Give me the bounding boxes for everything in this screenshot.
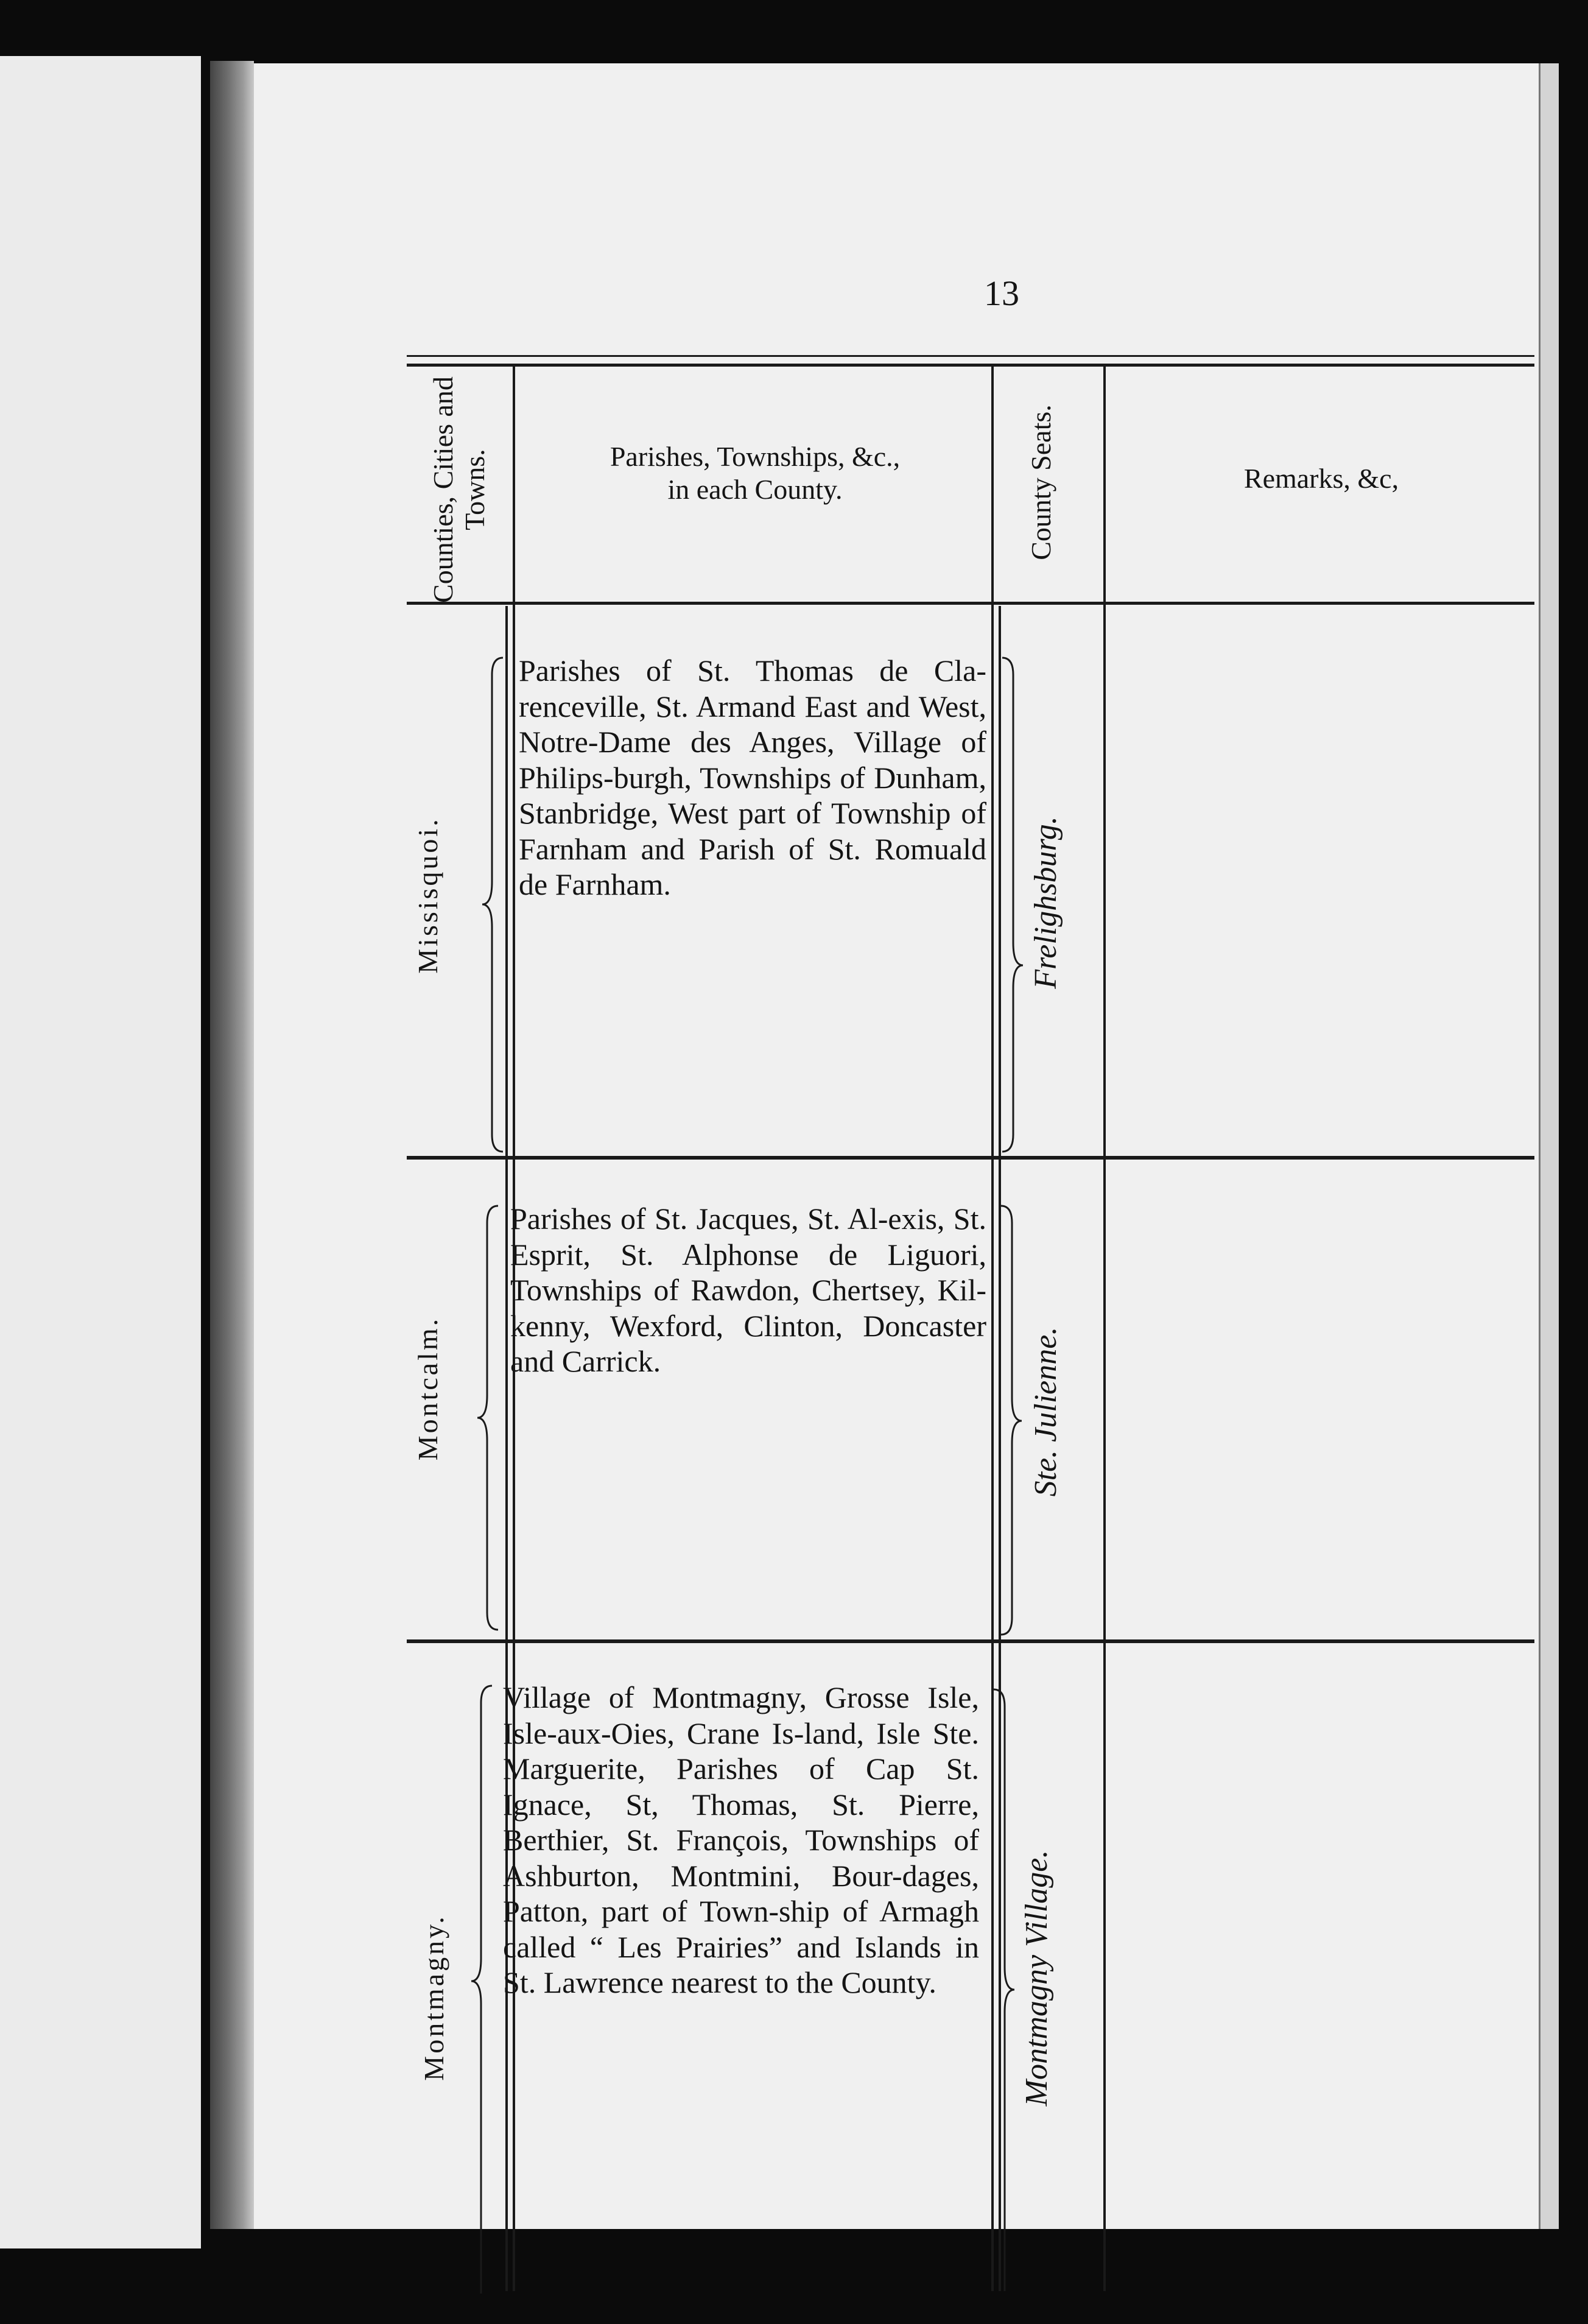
header-remarks: Remarks, &c, (1243, 463, 1399, 494)
parishes-text: Village of Montmagny, Grosse Isle, Isle-aux-Oies, Crane Is-land, Isle Ste. Marguerite, Parishes of Cap St. Ignace, St, Thomas, St. Pierre, Berthier, St. François, Townships of Ashburton, Montmini, Bour-dages, Patton, part of Town-ship of Armagh called “ Les Prairies” and Islands in St. Lawrence nearest to the County. (503, 1680, 979, 1999)
parishes-text: Parishes of St. Thomas de Cla-renceville, St. Armand East and West, Notre-Dame des Anges, Village of Philips-burgh, Townships of Dunham, Stanbridge, West part of Township of Farnham and Parish of St. Romuald de Farnham. (519, 653, 986, 901)
header-parishes-line2: in each County. (667, 474, 843, 505)
column-line-1b (505, 606, 508, 2291)
county-name: Missisquoi. (412, 817, 443, 974)
row-separator-2 (407, 1639, 1534, 1643)
county-seat: Montmagny Village. (1019, 1850, 1054, 2107)
header-rule (407, 602, 1534, 605)
header-county-seats: County Seats. (1025, 404, 1056, 560)
right-brace (1000, 1205, 1024, 1636)
header-counties: Counties, Cities and Towns. (427, 376, 490, 603)
page-number: 13 (984, 273, 1019, 313)
left-brace (480, 657, 504, 1153)
facing-page-edge (0, 56, 201, 2248)
parishes-text: Parishes of St. Jacques, St. Al-exis, St. Esprit, St. Alphonse de Liguori, Townships of Rawdon, Chertsey, Kil-kenny, Wexford, Clinton, Doncaster and Carrick. (510, 1202, 986, 1378)
book-gutter (210, 61, 254, 2229)
page-edge (1539, 63, 1559, 2229)
county-name: Montcalm. (412, 1316, 443, 1461)
top-rule-2 (407, 364, 1534, 367)
column-line-3 (1103, 367, 1106, 2291)
row-separator-1 (407, 1156, 1534, 1160)
header-parishes-line1: Parishes, Townships, &c., (610, 441, 901, 472)
right-brace (1001, 657, 1025, 1153)
right-brace (993, 1688, 1017, 2291)
left-brace (475, 1205, 499, 1631)
county-seat: Frelighsburg. (1028, 816, 1063, 989)
left-brace (469, 1685, 493, 2294)
top-rule (407, 355, 1534, 357)
county-seat: Ste. Julienne. (1028, 1326, 1063, 1497)
county-name: Montmagny. (418, 1914, 449, 2081)
